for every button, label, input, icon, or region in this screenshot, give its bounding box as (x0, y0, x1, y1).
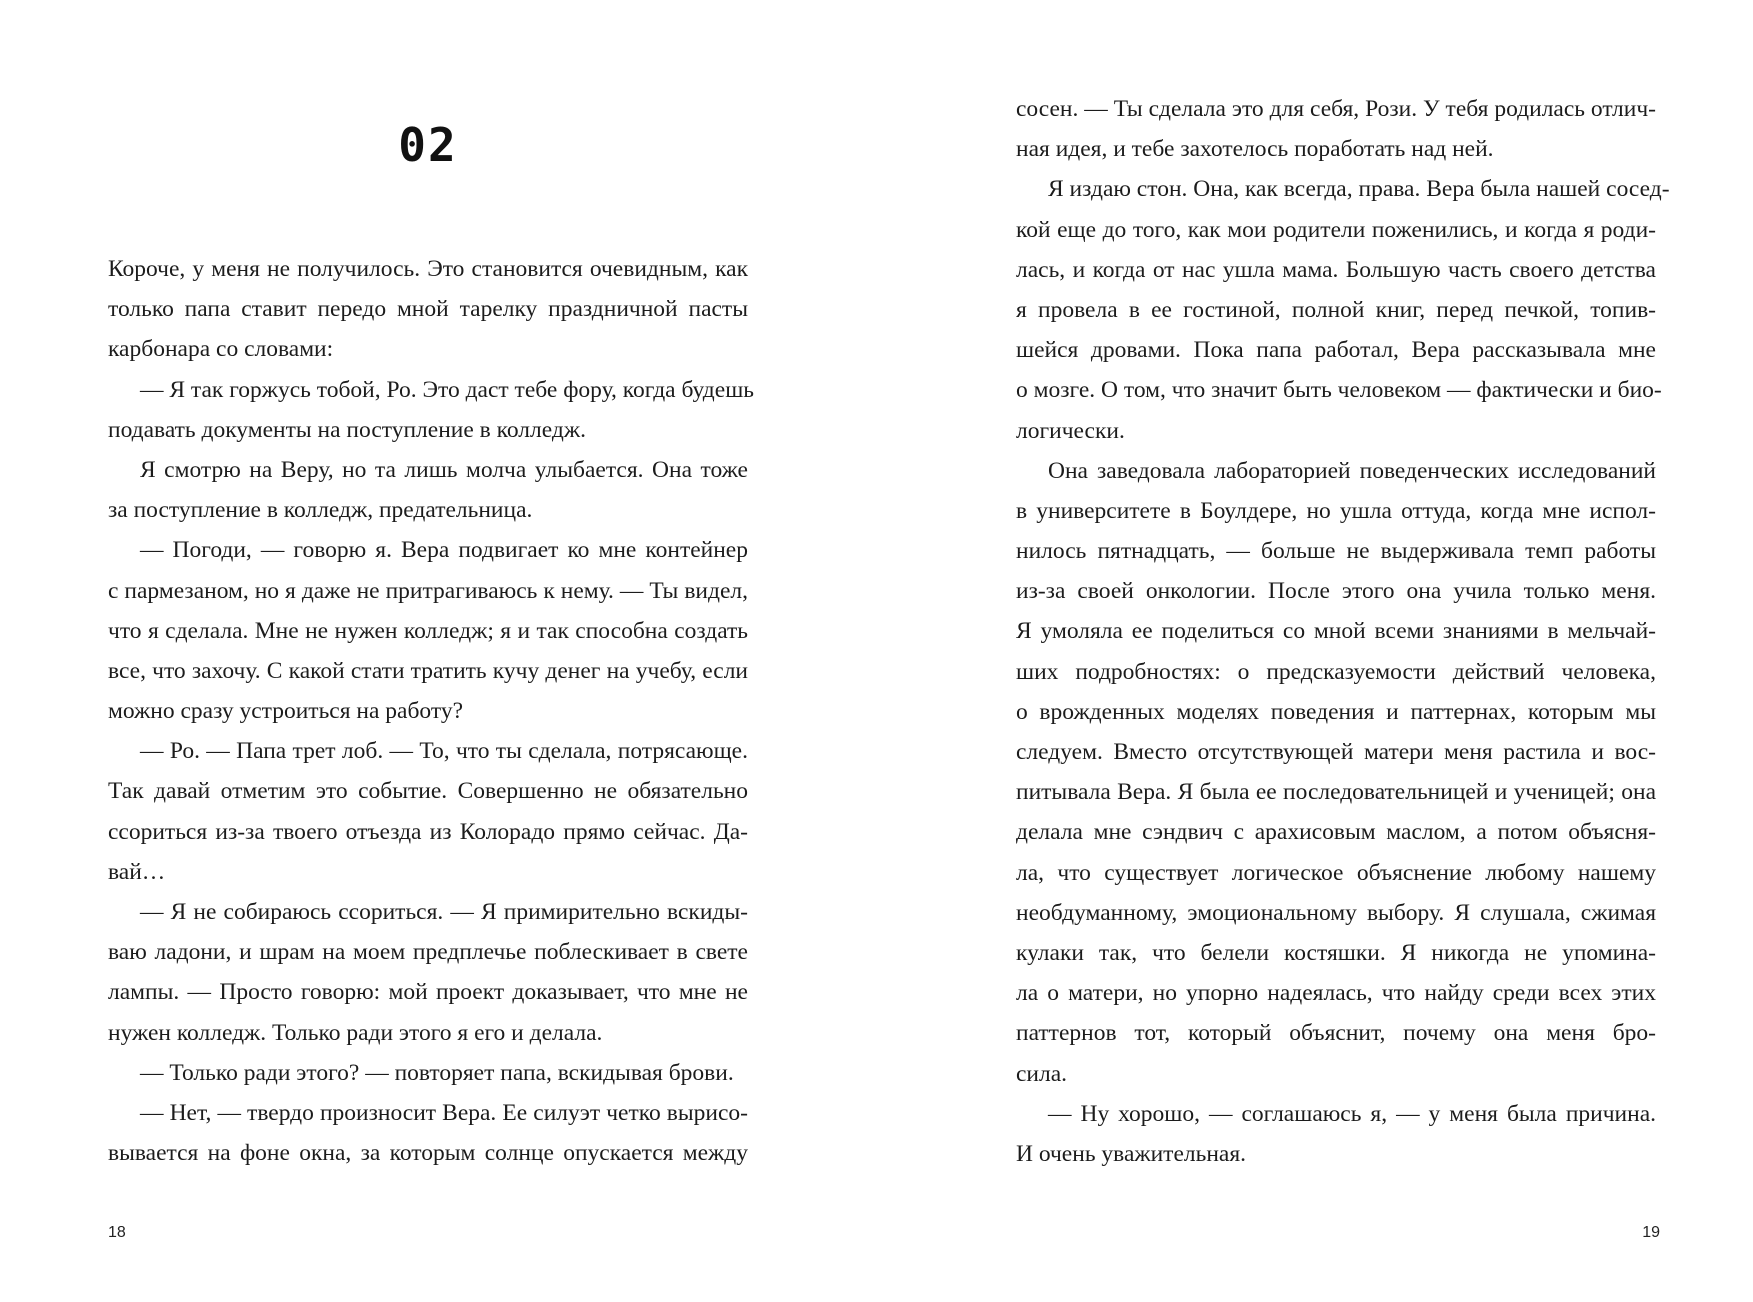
text-line: следуем. Вместо отсутствующей матери меня растила и вос- (1016, 739, 1656, 765)
text-line: делала мне сэндвич с арахисовым маслом, а потом объясня- (1016, 819, 1656, 846)
text-line: — Ро. — Папа трет лоб. — То, что ты сделала, потрясающе. (140, 738, 748, 765)
page-number-right: 19 (1642, 1224, 1660, 1241)
text-line: что я сделала. Мне не нужен колледж; я и так способна создать (108, 617, 748, 644)
text-line: с пармезаном, но я даже не притрагиваюсь к нему. — Ты видел, (108, 577, 748, 604)
text-line: ла, что существует логическое объяснение любому нашему (1016, 859, 1656, 886)
text-line: кой еще до того, как мои родители поженились, и когда я роди- (1016, 216, 1656, 243)
text-line: — Нет, — твердо произносит Вера. Ее силуэт четко вырисо- (140, 1099, 748, 1126)
text-line: — Только ради этого? — повторяет папа, вскидывая брови. (140, 1059, 734, 1086)
text-line: в университете в Боулдере, но ушла оттуда, когда мне испол- (1016, 497, 1656, 524)
text-line: — Ну хорошо, — соглашаюсь я, — у меня была причина. (1048, 1100, 1656, 1127)
text-line: ваю ладони, и шрам на моем предплечье поблескивает в свете (108, 939, 748, 966)
chapter-number: 02 (398, 118, 458, 172)
text-line: Я смотрю на Веру, но та лишь молча улыбается. Она тоже (140, 456, 748, 483)
text-line: нужен колледж. Только ради этого я его и делала. (108, 1019, 603, 1046)
text-line: — Я не собираюсь ссориться. — Я примирительно вскиды- (140, 899, 748, 925)
text-line: Она заведовала лабораторией поведенческих исследований (1048, 457, 1656, 484)
text-line: Я умоляла ее поделиться со мной всеми знаниями в мельчай- (1016, 618, 1656, 645)
text-line: ла о матери, но упорно надеялась, что найду среди всех этих (1016, 980, 1656, 1007)
left-page-text (108, 249, 755, 1173)
text-line: все, что захочу. С какой стати тратить кучу денег на учебу, если (108, 657, 748, 684)
right-page-text (1016, 89, 1670, 1174)
text-line: можно сразу устроиться на работу? (108, 698, 464, 725)
text-line: вай… (108, 858, 166, 885)
text-line: нилось пятнадцать, — больше не выдерживала темп работы (1016, 538, 1656, 565)
text-line: — Я так горжусь тобой, Ро. Это даст тебе фору, когда будешь (140, 376, 755, 403)
text-line: за поступление в колледж, предательница. (108, 497, 533, 524)
text-line: необдуманному, эмоциональному выбору. Я слушала, сжимая (1016, 899, 1656, 926)
text-line: лампы. — Просто говорю: мой проект доказывает, что мне не (108, 979, 748, 1006)
text-line: ная идея, и тебе захотелось поработать над ней. (1016, 136, 1494, 163)
text-line: из-за своей онкологии. После этого она учила только меня. (1016, 578, 1656, 605)
right-page (876, 0, 1753, 1302)
text-line: питывала Вера. Я была ее последовательницей и ученицей; она (1016, 779, 1656, 806)
text-line: И очень уважительная. (1016, 1140, 1247, 1167)
text-line: карбонара со словами: (108, 336, 334, 363)
text-line: паттернов тот, который объяснит, почему она меня бро- (1016, 1020, 1656, 1047)
text-line: о мозге. О том, что значит быть человеком — фактически и био- (1016, 377, 1662, 404)
text-line: ших подробностях: о предсказуемости действий человека, (1016, 658, 1656, 685)
text-line: сосен. — Ты сделала это для себя, Рози. У тебя родилась отлич- (1016, 96, 1656, 122)
left-page (0, 0, 876, 1302)
text-line: подавать документы на поступление в колледж. (108, 416, 586, 443)
text-line: логически. (1016, 417, 1125, 444)
text-line: ссориться из-за твоего отъезда из Колорадо прямо сейчас. Да- (108, 818, 748, 845)
text-line: Я издаю стон. Она, как всегда, права. Вера была нашей сосед- (1048, 176, 1670, 203)
text-line: о врожденных моделях поведения и паттернах, которым мы (1016, 698, 1656, 725)
text-line: Короче, у меня не получилось. Это становится очевидным, как (108, 256, 748, 282)
text-line: лась, и когда от нас ушла мама. Большую часть своего детства (1016, 256, 1656, 283)
page-number-left: 18 (108, 1224, 126, 1241)
text-line: кулаки так, что белели костяшки. Я никогда не упомина- (1016, 939, 1656, 966)
text-line: я провела в ее гостиной, полной книг, перед печкой, топив- (1016, 296, 1656, 323)
text-line: только папа ставит передо мной тарелку праздничной пасты (108, 296, 748, 323)
text-line: сила. (1016, 1060, 1068, 1087)
text-line: вывается на фоне окна, за которым солнце опускается между (108, 1140, 748, 1167)
text-line: Так давай отметим это событие. Совершенно не обязательно (108, 778, 748, 805)
text-line: — Погоди, — говорю я. Вера подвигает ко мне контейнер (140, 537, 748, 564)
text-line: шейся дровами. Пока папа работал, Вера рассказывала мне (1016, 337, 1656, 364)
